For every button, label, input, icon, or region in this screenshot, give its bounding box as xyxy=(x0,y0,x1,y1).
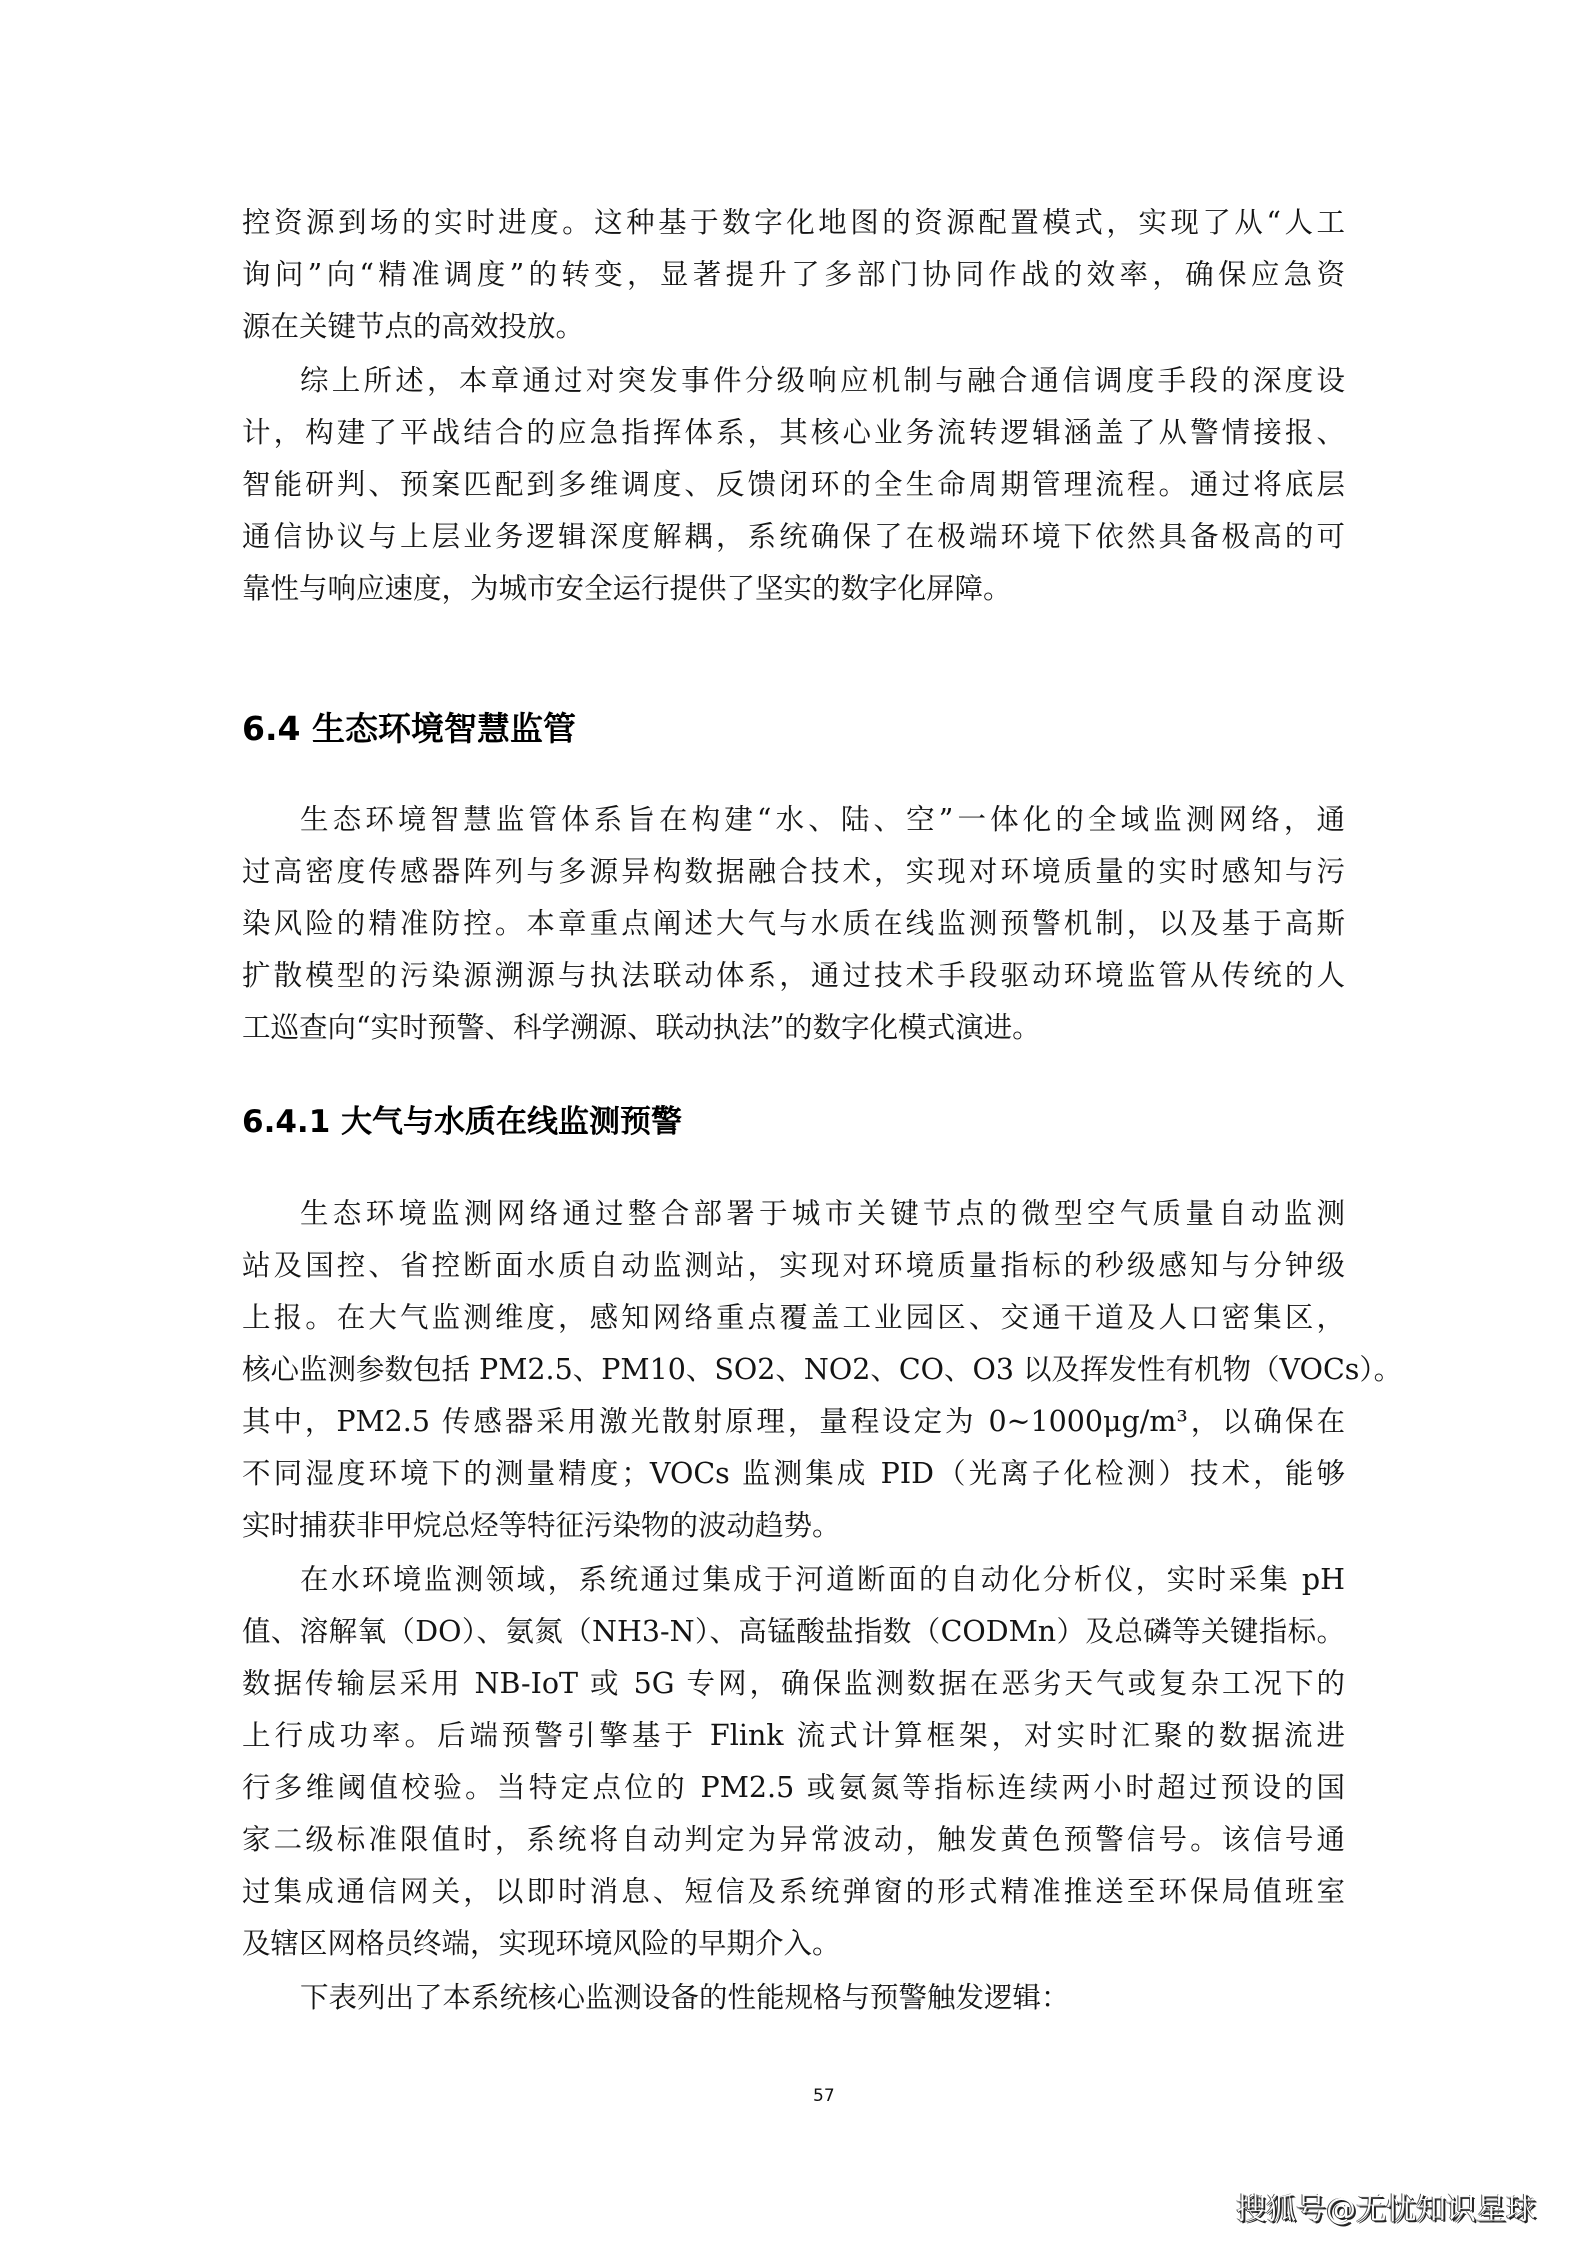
text-line: 询问”向“精准调度”的转变，显著提升了多部门协同作战的效率，确保应急资 xyxy=(242,258,1345,291)
text-line: 计，构建了平战结合的应急指挥体系，其核心业务流转逻辑涵盖了从警情接报、 xyxy=(242,416,1345,449)
text-line: 实时捕获非甲烷总烃等特征污染物的波动趋势。 xyxy=(242,1509,841,1542)
section-heading: 6.4 生态环境智慧监管 xyxy=(242,709,576,748)
text-line: 其中，PM2.5 传感器采用激光散射原理，量程设定为 0~1000μg/m³，以确保在 xyxy=(242,1405,1345,1438)
text-line: 不同湿度环境下的测量精度；VOCs 监测集成 PID（光离子化检测）技术，能够 xyxy=(242,1457,1345,1490)
text-line: 上行成功率。后端预警引擎基于 Flink 流式计算框架，对实时汇聚的数据流进 xyxy=(242,1719,1345,1752)
text-line: 染风险的精准防控。本章重点阐述大气与水质在线监测预警机制，以及基于高斯 xyxy=(242,907,1345,940)
text-line: 扩散模型的污染源溯源与执法联动体系，通过技术手段驱动环境监管从传统的人 xyxy=(242,959,1345,992)
text-line: 控资源到场的实时进度。这种基于数字化地图的资源配置模式，实现了从“人工 xyxy=(242,206,1345,239)
text-line: 源在关键节点的高效投放。 xyxy=(242,310,585,343)
text-line: 家二级标准限值时，系统将自动判定为异常波动，触发黄色预警信号。该信号通 xyxy=(242,1823,1345,1856)
text-line: 值、溶解氧（DO）、氨氮（NH3-N）、高锰酸盐指数（CODMn）及总磷等关键指标。 xyxy=(242,1615,1345,1648)
text-line: 数据传输层采用 NB-IoT 或 5G 专网，确保监测数据在恶劣天气或复杂工况下的 xyxy=(242,1667,1345,1700)
text-line: 工巡查向“实时预警、科学溯源、联动执法”的数字化模式演进。 xyxy=(242,1011,1041,1044)
text-line: 靠性与响应速度，为城市安全运行提供了坚实的数字化屏障。 xyxy=(242,572,1012,605)
text-line: 过高密度传感器阵列与多源异构数据融合技术，实现对环境质量的实时感知与污 xyxy=(242,855,1345,888)
text-line: 生态环境监测网络通过整合部署于城市关键节点的微型空气质量自动监测 xyxy=(300,1197,1345,1230)
subsection-heading: 6.4.1 大气与水质在线监测预警 xyxy=(242,1104,683,1140)
text-line: 行多维阈值校验。当特定点位的 PM2.5 或氨氮等指标连续两小时超过预设的国 xyxy=(242,1771,1345,1804)
text-line: 在水环境监测领域，系统通过集成于河道断面的自动化分析仪，实时采集 pH xyxy=(300,1563,1345,1596)
text-line: 智能研判、预案匹配到多维调度、反馈闭环的全生命周期管理流程。通过将底层 xyxy=(242,468,1345,501)
text-line: 站及国控、省控断面水质自动监测站，实现对环境质量指标的秒级感知与分钟级 xyxy=(242,1249,1345,1282)
text-line: 及辖区网格员终端，实现环境风险的早期介入。 xyxy=(242,1927,841,1960)
text-line: 通信协议与上层业务逻辑深度解耦，系统确保了在极端环境下依然具备极高的可 xyxy=(242,520,1345,553)
text-line: 核心监测参数包括 PM2.5、PM10、SO2、NO2、CO、O3 以及挥发性有机物（VOCs）。 xyxy=(242,1353,1403,1386)
page-number: 57 xyxy=(813,2086,835,2106)
text-line: 生态环境智慧监管体系旨在构建“水、陆、空”一体化的全域监测网络，通 xyxy=(300,803,1345,836)
text-line: 过集成通信网关，以即时消息、短信及系统弹窗的形式精准推送至环保局值班室 xyxy=(242,1875,1345,1908)
text-line: 综上所述，本章通过对突发事件分级响应机制与融合通信调度手段的深度设 xyxy=(300,364,1345,397)
text-line: 上报。在大气监测维度，感知网络重点覆盖工业园区、交通干道及人口密集区， xyxy=(242,1301,1345,1334)
source-watermark: 搜狐号@无忧知识星球 xyxy=(1236,2192,1536,2227)
text-line: 下表列出了本系统核心监测设备的性能规格与预警触发逻辑： xyxy=(300,1981,1070,2014)
